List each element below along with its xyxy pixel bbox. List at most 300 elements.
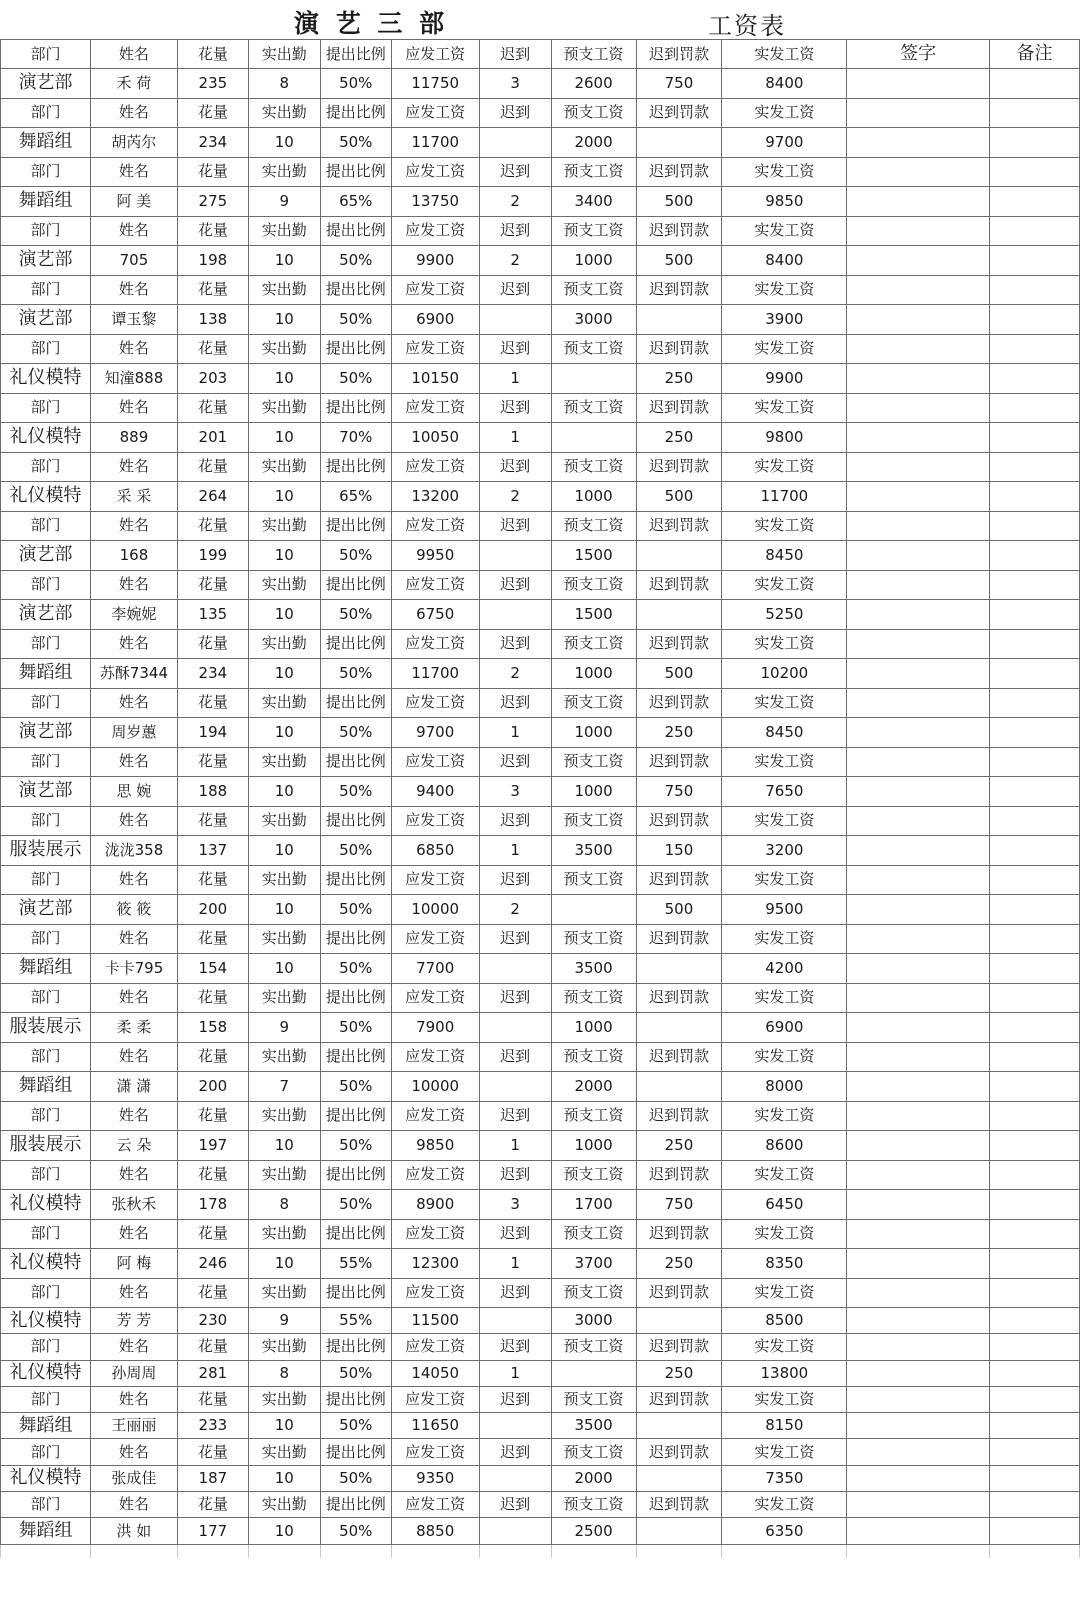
cell-late[interactable]: 2 [479,246,551,276]
header-cell-late-fine[interactable]: 迟到罚款 [636,1042,722,1072]
cell-attendance[interactable]: 10 [248,128,320,158]
header-cell-signature[interactable] [847,334,990,364]
header-cell-flower[interactable]: 花量 [177,40,248,69]
cell-dept[interactable]: 礼仪模特 [1,1249,91,1279]
header-cell-attendance[interactable]: 实出勤 [248,1439,320,1465]
cell-late-fine[interactable] [636,541,722,571]
cell-dept[interactable]: 服装展示 [1,836,91,866]
cell-net-pay[interactable]: 8450 [722,541,847,571]
cell-signature[interactable] [847,1013,990,1043]
cell-gross-pay[interactable]: 7700 [391,954,479,984]
cell-attendance[interactable]: 10 [248,718,320,748]
cell-dept[interactable]: 舞蹈组 [1,1518,91,1544]
cell-late[interactable]: 2 [479,187,551,217]
header-cell-name[interactable]: 姓名 [90,570,177,600]
header-cell-gross-pay[interactable]: 应发工资 [391,1439,479,1465]
cell-dept[interactable]: 演艺部 [1,541,91,571]
header-cell-name[interactable]: 姓名 [90,1219,177,1249]
header-cell-remark[interactable] [990,983,1080,1013]
cell-flower[interactable]: 246 [177,1249,248,1279]
header-cell-net-pay[interactable]: 实发工资 [722,1160,847,1190]
header-cell-advance[interactable]: 预支工资 [551,40,636,69]
header-cell-remark[interactable] [990,98,1080,128]
cell-name[interactable]: 阿 美 [90,187,177,217]
header-cell-late-fine[interactable]: 迟到罚款 [636,216,722,246]
cell-ratio[interactable]: 50% [320,1360,391,1386]
header-cell-advance[interactable]: 预支工资 [551,1439,636,1465]
cell-name[interactable]: 周岁蕙 [90,718,177,748]
cell-late-fine[interactable]: 500 [636,246,722,276]
cell-flower[interactable]: 234 [177,659,248,689]
header-cell-gross-pay[interactable]: 应发工资 [391,1160,479,1190]
cell-signature[interactable] [847,777,990,807]
cell-late-fine[interactable] [636,600,722,630]
header-cell-signature[interactable] [847,806,990,836]
cell-ratio[interactable]: 70% [320,423,391,453]
header-cell-flower[interactable]: 花量 [177,1439,248,1465]
header-cell-advance[interactable]: 预支工资 [551,865,636,895]
cell-attendance[interactable]: 10 [248,1413,320,1439]
header-cell-gross-pay[interactable]: 应发工资 [391,216,479,246]
header-cell-attendance[interactable]: 实出勤 [248,511,320,541]
header-cell-advance[interactable]: 预支工资 [551,1278,636,1308]
header-cell-signature[interactable] [847,1439,990,1465]
header-cell-name[interactable]: 姓名 [90,1439,177,1465]
cell-gross-pay[interactable]: 9700 [391,718,479,748]
empty-cell[interactable] [248,1544,320,1558]
cell-ratio[interactable]: 50% [320,1013,391,1043]
header-cell-advance[interactable]: 预支工资 [551,511,636,541]
header-cell-gross-pay[interactable]: 应发工资 [391,806,479,836]
cell-late-fine[interactable]: 500 [636,187,722,217]
cell-advance[interactable]: 3000 [551,305,636,335]
header-cell-signature[interactable] [847,1278,990,1308]
header-cell-flower[interactable]: 花量 [177,688,248,718]
header-cell-name[interactable]: 姓名 [90,1042,177,1072]
cell-advance[interactable]: 1000 [551,659,636,689]
cell-flower[interactable]: 233 [177,1413,248,1439]
cell-late[interactable] [479,1465,551,1491]
cell-net-pay[interactable]: 6450 [722,1190,847,1220]
empty-cell[interactable] [722,1544,847,1558]
header-cell-net-pay[interactable]: 实发工资 [722,924,847,954]
header-cell-ratio[interactable]: 提出比例 [320,334,391,364]
cell-gross-pay[interactable]: 10050 [391,423,479,453]
header-cell-name[interactable]: 姓名 [90,1160,177,1190]
cell-flower[interactable]: 199 [177,541,248,571]
header-cell-net-pay[interactable]: 实发工资 [722,511,847,541]
cell-advance[interactable]: 2000 [551,1072,636,1102]
header-cell-late[interactable]: 迟到 [479,629,551,659]
cell-gross-pay[interactable]: 11700 [391,659,479,689]
cell-remark[interactable] [990,1518,1080,1544]
header-cell-dept[interactable]: 部门 [1,570,91,600]
header-cell-net-pay[interactable]: 实发工资 [722,275,847,305]
cell-name[interactable]: 889 [90,423,177,453]
cell-remark[interactable] [990,1013,1080,1043]
header-cell-gross-pay[interactable]: 应发工资 [391,1042,479,1072]
header-cell-ratio[interactable]: 提出比例 [320,1278,391,1308]
header-cell-ratio[interactable]: 提出比例 [320,1160,391,1190]
cell-late-fine[interactable]: 250 [636,718,722,748]
header-cell-dept[interactable]: 部门 [1,511,91,541]
cell-attendance[interactable]: 9 [248,1013,320,1043]
header-cell-net-pay[interactable]: 实发工资 [722,157,847,187]
empty-cell[interactable] [551,1544,636,1558]
cell-name[interactable]: 洪 如 [90,1518,177,1544]
cell-late-fine[interactable]: 150 [636,836,722,866]
header-cell-ratio[interactable]: 提出比例 [320,1492,391,1518]
header-cell-late-fine[interactable]: 迟到罚款 [636,1439,722,1465]
header-cell-net-pay[interactable]: 实发工资 [722,1386,847,1412]
header-cell-flower[interactable]: 花量 [177,1160,248,1190]
header-cell-flower[interactable]: 花量 [177,1334,248,1360]
header-cell-gross-pay[interactable]: 应发工资 [391,1219,479,1249]
header-cell-name[interactable]: 姓名 [90,806,177,836]
header-cell-dept[interactable]: 部门 [1,1334,91,1360]
header-cell-net-pay[interactable]: 实发工资 [722,40,847,69]
header-cell-signature[interactable] [847,98,990,128]
cell-gross-pay[interactable]: 10000 [391,1072,479,1102]
header-cell-attendance[interactable]: 实出勤 [248,806,320,836]
header-cell-gross-pay[interactable]: 应发工资 [391,511,479,541]
header-cell-gross-pay[interactable]: 应发工资 [391,157,479,187]
header-cell-gross-pay[interactable]: 应发工资 [391,865,479,895]
cell-signature[interactable] [847,718,990,748]
cell-attendance[interactable]: 10 [248,836,320,866]
header-cell-advance[interactable]: 预支工资 [551,806,636,836]
cell-late[interactable] [479,1518,551,1544]
cell-advance[interactable]: 3000 [551,1308,636,1334]
cell-flower[interactable]: 230 [177,1308,248,1334]
header-cell-dept[interactable]: 部门 [1,98,91,128]
header-cell-late-fine[interactable]: 迟到罚款 [636,334,722,364]
cell-attendance[interactable]: 10 [248,423,320,453]
header-cell-late[interactable]: 迟到 [479,806,551,836]
header-cell-flower[interactable]: 花量 [177,157,248,187]
header-cell-dept[interactable]: 部门 [1,452,91,482]
cell-signature[interactable] [847,1190,990,1220]
header-cell-advance[interactable]: 预支工资 [551,1219,636,1249]
header-cell-remark[interactable] [990,511,1080,541]
cell-dept[interactable]: 礼仪模特 [1,1308,91,1334]
cell-ratio[interactable]: 50% [320,836,391,866]
header-cell-remark[interactable] [990,924,1080,954]
cell-remark[interactable] [990,600,1080,630]
cell-name[interactable]: 筱 筱 [90,895,177,925]
header-cell-late-fine[interactable]: 迟到罚款 [636,629,722,659]
cell-ratio[interactable]: 50% [320,305,391,335]
cell-ratio[interactable]: 50% [320,659,391,689]
cell-gross-pay[interactable]: 13750 [391,187,479,217]
header-cell-advance[interactable]: 预支工资 [551,629,636,659]
cell-late[interactable]: 3 [479,777,551,807]
cell-name[interactable]: 思 婉 [90,777,177,807]
header-cell-attendance[interactable]: 实出勤 [248,1386,320,1412]
cell-signature[interactable] [847,1308,990,1334]
header-cell-dept[interactable]: 部门 [1,983,91,1013]
header-cell-late-fine[interactable]: 迟到罚款 [636,865,722,895]
header-cell-signature[interactable] [847,747,990,777]
header-cell-attendance[interactable]: 实出勤 [248,1278,320,1308]
header-cell-late-fine[interactable]: 迟到罚款 [636,40,722,69]
cell-signature[interactable] [847,1465,990,1491]
cell-name[interactable]: 张成佳 [90,1465,177,1491]
cell-attendance[interactable]: 10 [248,954,320,984]
header-cell-late[interactable]: 迟到 [479,1101,551,1131]
header-cell-signature[interactable] [847,393,990,423]
header-cell-gross-pay[interactable]: 应发工资 [391,40,479,69]
empty-cell[interactable] [320,1544,391,1558]
cell-signature[interactable] [847,1360,990,1386]
cell-attendance[interactable]: 9 [248,1308,320,1334]
cell-dept[interactable]: 礼仪模特 [1,423,91,453]
header-cell-net-pay[interactable]: 实发工资 [722,98,847,128]
cell-signature[interactable] [847,305,990,335]
header-cell-signature[interactable] [847,1042,990,1072]
cell-late-fine[interactable]: 750 [636,777,722,807]
cell-ratio[interactable]: 65% [320,482,391,512]
cell-dept[interactable]: 舞蹈组 [1,659,91,689]
header-cell-name[interactable]: 姓名 [90,1334,177,1360]
header-cell-ratio[interactable]: 提出比例 [320,511,391,541]
cell-late[interactable]: 2 [479,659,551,689]
cell-net-pay[interactable]: 9700 [722,128,847,158]
header-cell-signature[interactable] [847,924,990,954]
header-cell-name[interactable]: 姓名 [90,865,177,895]
cell-flower[interactable]: 198 [177,246,248,276]
cell-advance[interactable]: 1000 [551,482,636,512]
cell-dept[interactable]: 礼仪模特 [1,1465,91,1491]
cell-late-fine[interactable]: 500 [636,659,722,689]
cell-flower[interactable]: 138 [177,305,248,335]
empty-cell[interactable] [1,1544,91,1558]
cell-dept[interactable]: 礼仪模特 [1,364,91,394]
cell-late[interactable] [479,1308,551,1334]
header-cell-name[interactable]: 姓名 [90,216,177,246]
header-cell-name[interactable]: 姓名 [90,98,177,128]
header-cell-signature[interactable] [847,629,990,659]
cell-flower[interactable]: 203 [177,364,248,394]
cell-attendance[interactable]: 10 [248,659,320,689]
header-cell-late[interactable]: 迟到 [479,688,551,718]
header-cell-late-fine[interactable]: 迟到罚款 [636,1160,722,1190]
header-cell-dept[interactable]: 部门 [1,1278,91,1308]
header-cell-net-pay[interactable]: 实发工资 [722,806,847,836]
cell-attendance[interactable]: 8 [248,69,320,99]
cell-remark[interactable] [990,482,1080,512]
cell-late[interactable]: 1 [479,1360,551,1386]
header-cell-dept[interactable]: 部门 [1,1219,91,1249]
cell-name[interactable]: 泷泷358 [90,836,177,866]
header-cell-late-fine[interactable]: 迟到罚款 [636,1334,722,1360]
header-cell-late-fine[interactable]: 迟到罚款 [636,98,722,128]
cell-advance[interactable]: 3700 [551,1249,636,1279]
cell-attendance[interactable]: 10 [248,777,320,807]
cell-signature[interactable] [847,128,990,158]
header-cell-attendance[interactable]: 实出勤 [248,275,320,305]
cell-net-pay[interactable]: 11700 [722,482,847,512]
header-cell-gross-pay[interactable]: 应发工资 [391,688,479,718]
header-cell-net-pay[interactable]: 实发工资 [722,747,847,777]
header-cell-attendance[interactable]: 实出勤 [248,570,320,600]
cell-advance[interactable]: 2600 [551,69,636,99]
cell-remark[interactable] [990,187,1080,217]
header-cell-flower[interactable]: 花量 [177,334,248,364]
cell-late-fine[interactable]: 250 [636,364,722,394]
cell-gross-pay[interactable]: 10000 [391,895,479,925]
header-cell-name[interactable]: 姓名 [90,452,177,482]
header-cell-name[interactable]: 姓名 [90,40,177,69]
header-cell-advance[interactable]: 预支工资 [551,1386,636,1412]
header-cell-ratio[interactable]: 提出比例 [320,747,391,777]
cell-late[interactable]: 3 [479,1190,551,1220]
header-cell-remark[interactable] [990,1042,1080,1072]
cell-advance[interactable]: 3500 [551,1413,636,1439]
cell-late-fine[interactable]: 250 [636,1360,722,1386]
cell-ratio[interactable]: 55% [320,1249,391,1279]
cell-gross-pay[interactable]: 11650 [391,1413,479,1439]
cell-net-pay[interactable]: 9900 [722,364,847,394]
cell-flower[interactable]: 275 [177,187,248,217]
header-cell-net-pay[interactable]: 实发工资 [722,570,847,600]
cell-remark[interactable] [990,1413,1080,1439]
header-cell-signature[interactable] [847,275,990,305]
header-cell-signature[interactable] [847,688,990,718]
cell-name[interactable]: 柔 柔 [90,1013,177,1043]
header-cell-flower[interactable]: 花量 [177,452,248,482]
cell-late-fine[interactable] [636,1308,722,1334]
header-cell-ratio[interactable]: 提出比例 [320,275,391,305]
header-cell-flower[interactable]: 花量 [177,629,248,659]
cell-net-pay[interactable]: 3200 [722,836,847,866]
empty-cell[interactable] [847,1544,990,1558]
header-cell-late[interactable]: 迟到 [479,1219,551,1249]
cell-ratio[interactable]: 50% [320,1131,391,1161]
header-cell-name[interactable]: 姓名 [90,1278,177,1308]
header-cell-attendance[interactable]: 实出勤 [248,983,320,1013]
header-cell-advance[interactable]: 预支工资 [551,1334,636,1360]
cell-net-pay[interactable]: 5250 [722,600,847,630]
header-cell-remark[interactable] [990,452,1080,482]
header-cell-gross-pay[interactable]: 应发工资 [391,629,479,659]
cell-gross-pay[interactable]: 9850 [391,1131,479,1161]
header-cell-ratio[interactable]: 提出比例 [320,1219,391,1249]
cell-late[interactable] [479,128,551,158]
header-cell-net-pay[interactable]: 实发工资 [722,1439,847,1465]
cell-advance[interactable]: 3500 [551,836,636,866]
header-cell-attendance[interactable]: 实出勤 [248,1492,320,1518]
cell-late[interactable]: 3 [479,69,551,99]
header-cell-late-fine[interactable]: 迟到罚款 [636,983,722,1013]
header-cell-dept[interactable]: 部门 [1,688,91,718]
cell-net-pay[interactable]: 4200 [722,954,847,984]
cell-dept[interactable]: 演艺部 [1,600,91,630]
header-cell-late-fine[interactable]: 迟到罚款 [636,688,722,718]
cell-signature[interactable] [847,895,990,925]
header-cell-advance[interactable]: 预支工资 [551,1042,636,1072]
header-cell-late[interactable]: 迟到 [479,1334,551,1360]
header-cell-flower[interactable]: 花量 [177,511,248,541]
cell-advance[interactable]: 1000 [551,1131,636,1161]
cell-net-pay[interactable]: 6900 [722,1013,847,1043]
header-cell-net-pay[interactable]: 实发工资 [722,1042,847,1072]
header-cell-late-fine[interactable]: 迟到罚款 [636,1492,722,1518]
header-cell-gross-pay[interactable]: 应发工资 [391,1101,479,1131]
cell-name[interactable]: 孙周周 [90,1360,177,1386]
header-cell-late-fine[interactable]: 迟到罚款 [636,747,722,777]
cell-net-pay[interactable]: 8400 [722,246,847,276]
cell-flower[interactable]: 154 [177,954,248,984]
cell-flower[interactable]: 234 [177,128,248,158]
cell-remark[interactable] [990,718,1080,748]
cell-attendance[interactable]: 10 [248,305,320,335]
cell-late[interactable]: 1 [479,718,551,748]
header-cell-attendance[interactable]: 实出勤 [248,334,320,364]
header-cell-advance[interactable]: 预支工资 [551,570,636,600]
header-cell-ratio[interactable]: 提出比例 [320,629,391,659]
cell-net-pay[interactable]: 8450 [722,718,847,748]
cell-ratio[interactable]: 50% [320,777,391,807]
header-cell-net-pay[interactable]: 实发工资 [722,983,847,1013]
header-cell-attendance[interactable]: 实出勤 [248,1219,320,1249]
header-cell-dept[interactable]: 部门 [1,1042,91,1072]
header-cell-signature[interactable] [847,1101,990,1131]
header-cell-advance[interactable]: 预支工资 [551,924,636,954]
header-cell-remark[interactable] [990,747,1080,777]
cell-remark[interactable] [990,1072,1080,1102]
cell-flower[interactable]: 158 [177,1013,248,1043]
cell-advance[interactable] [551,1360,636,1386]
cell-remark[interactable] [990,1308,1080,1334]
header-cell-ratio[interactable]: 提出比例 [320,1386,391,1412]
cell-net-pay[interactable]: 8600 [722,1131,847,1161]
cell-dept[interactable]: 服装展示 [1,1131,91,1161]
header-cell-dept[interactable]: 部门 [1,334,91,364]
cell-gross-pay[interactable]: 14050 [391,1360,479,1386]
empty-cell[interactable] [479,1544,551,1558]
header-cell-remark[interactable] [990,865,1080,895]
cell-remark[interactable] [990,836,1080,866]
cell-signature[interactable] [847,246,990,276]
cell-remark[interactable] [990,895,1080,925]
cell-remark[interactable] [990,423,1080,453]
cell-name[interactable]: 168 [90,541,177,571]
cell-flower[interactable]: 177 [177,1518,248,1544]
header-cell-signature[interactable] [847,1219,990,1249]
header-cell-attendance[interactable]: 实出勤 [248,98,320,128]
cell-remark[interactable] [990,541,1080,571]
header-cell-dept[interactable]: 部门 [1,1492,91,1518]
header-cell-late[interactable]: 迟到 [479,275,551,305]
cell-late-fine[interactable]: 750 [636,1190,722,1220]
cell-attendance[interactable]: 8 [248,1360,320,1386]
cell-signature[interactable] [847,659,990,689]
header-cell-signature[interactable]: 签字 [847,40,990,69]
cell-name[interactable]: 胡芮尔 [90,128,177,158]
header-cell-remark[interactable] [990,275,1080,305]
cell-attendance[interactable]: 10 [248,482,320,512]
header-cell-ratio[interactable]: 提出比例 [320,570,391,600]
cell-attendance[interactable]: 10 [248,600,320,630]
cell-late-fine[interactable] [636,1013,722,1043]
header-cell-dept[interactable]: 部门 [1,216,91,246]
header-cell-remark[interactable] [990,157,1080,187]
cell-flower[interactable]: 200 [177,895,248,925]
cell-attendance[interactable]: 8 [248,1190,320,1220]
header-cell-flower[interactable]: 花量 [177,1101,248,1131]
header-cell-ratio[interactable]: 提出比例 [320,865,391,895]
